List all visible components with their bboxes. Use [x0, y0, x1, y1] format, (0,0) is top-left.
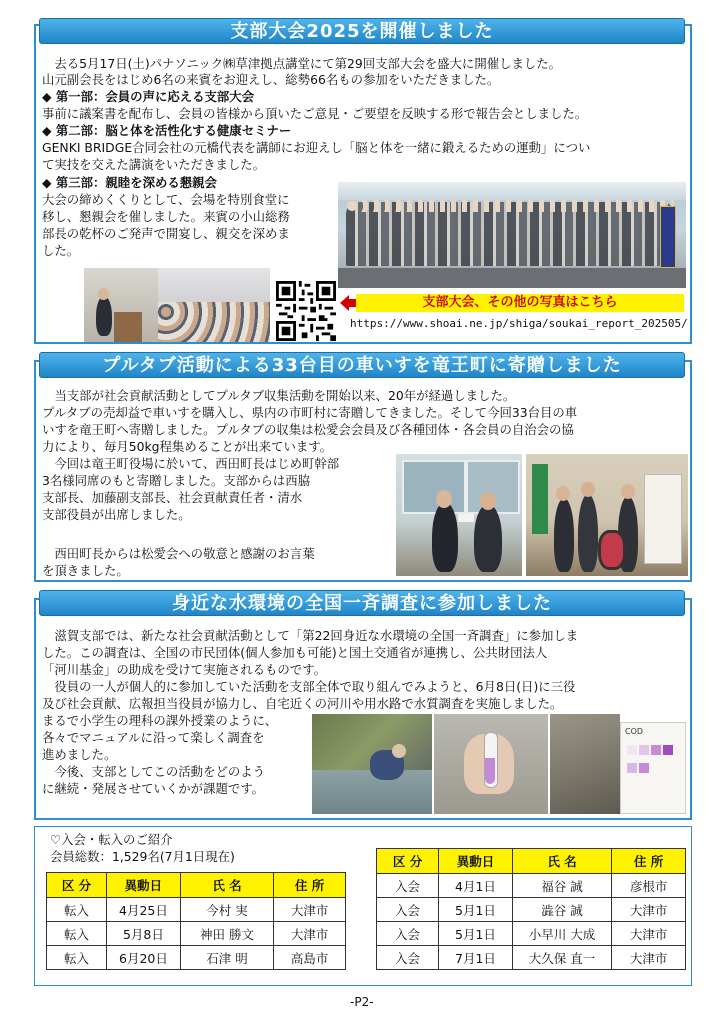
section-3-side-1: まるで小学生の理科の課外授業のように、 — [42, 713, 278, 728]
table-row — [377, 922, 686, 946]
cell: 5月1日 — [439, 922, 513, 946]
col-name: 氏 名 — [180, 873, 273, 898]
new-member-table — [376, 848, 686, 970]
cell: 転入 — [47, 898, 107, 922]
col-kubun: 区 分 — [377, 849, 439, 874]
cell: 6月20日 — [107, 946, 181, 970]
speaker-photo — [84, 268, 158, 342]
cod-chart-photo — [620, 722, 686, 814]
section-3-title: 身近な水環境の全国一斉調査に参加しました — [39, 590, 685, 616]
col-address: 住 所 — [612, 849, 686, 874]
seminar-photo — [158, 268, 270, 342]
section-1-line-2: 山元副会長をはじめ6名の来賓をお迎えし、総勢66名もの参加をいただきました。 — [42, 72, 500, 87]
cell: 転入 — [47, 922, 107, 946]
section-3-line-2: した。この調査は、全国の市民団体(個人参加も可能)と国土交通省が連携し、公共財団法人 — [42, 645, 548, 660]
section-2-line-3: いすを竜王町へ寄贈しました。プルタブの収集は松愛会会員及び各種団体・各会員の自治会の協 — [42, 422, 574, 437]
table-row — [377, 874, 686, 898]
page-number: -P2- — [350, 995, 374, 1009]
section-2-side-3: 支部長、加藤副支部長、社会貢献責任者・清水 — [42, 490, 303, 505]
cod-label: COD — [625, 727, 644, 736]
table-row — [47, 898, 346, 922]
part3-line-2: 移し、懇親会を催しました。来賓の小山総務 — [42, 209, 290, 224]
cell: 大津市 — [612, 946, 686, 970]
part2-line-2: て実技を交えた講演をいただきました。 — [42, 157, 266, 172]
cell: 彦根市 — [612, 874, 686, 898]
part2-line-1: GENKI BRIDGE合同会社の元橋代表を講師にお迎えし「脳と体を一緒に鍛えるための運動」につい — [42, 140, 591, 155]
section-1-line-1: 去る5月17日(土)パナソニック㈱草津拠点講堂にて第29回支部大会を盛大に開催しました。 — [42, 56, 562, 71]
group-photo — [338, 182, 686, 288]
cell: 大津市 — [612, 898, 686, 922]
section-2-side-2: 3名様同席のもと寄贈しました。支部からは西脇 — [42, 473, 311, 488]
qr-code-icon[interactable] — [276, 281, 336, 341]
col-name: 氏 名 — [512, 849, 611, 874]
transfer-table — [46, 872, 346, 970]
table-row — [47, 946, 346, 970]
cell: 7月1日 — [439, 946, 513, 970]
river-sampling-photo — [312, 714, 432, 814]
water-channel-photo — [550, 714, 620, 814]
cell: 大津市 — [274, 898, 346, 922]
section-2-line-4: 力により、毎月50kg程集めることが出来ています。 — [42, 439, 333, 454]
table-row — [47, 922, 346, 946]
cell: 入会 — [377, 922, 439, 946]
cell: 転入 — [47, 946, 107, 970]
section-2-side-7: を頂きました。 — [42, 563, 129, 578]
photo-link-label: 支部大会、その他の写真はこちら — [356, 294, 684, 312]
part3-line-1: 大会の締めくくりとして、会場を特別食堂に — [42, 192, 290, 207]
part3-line-3: 部長の乾杯のご発声で開宴し、親交を深めま — [42, 226, 290, 241]
cell: 小早川 大成 — [512, 922, 611, 946]
cell: 大津市 — [612, 922, 686, 946]
section-2-side-1: 今回は竜王町役場に於いて、西田町長はじめ町幹部 — [42, 456, 340, 471]
report-url[interactable]: https://www.shoai.ne.jp/shiga/soukai_report_202505/ — [350, 317, 688, 330]
col-date: 異動日 — [107, 873, 181, 898]
cell: 4月1日 — [439, 874, 513, 898]
table-header-row — [47, 873, 346, 898]
handover-photo — [396, 454, 522, 576]
col-kubun: 区 分 — [47, 873, 107, 898]
section-2-title: プルタブ活動による33台目の車いすを竜王町に寄贈しました — [39, 352, 685, 378]
col-address: 住 所 — [274, 873, 346, 898]
wheelchair-group-photo — [526, 454, 688, 576]
section-3-line-3: 「河川基金」の助成を受けて実施されるものです。 — [42, 662, 326, 677]
section-2-line-1: 当支部が社会貢献活動としてプルタブ収集活動を開始以来、20年が経過しました。 — [42, 388, 516, 403]
members-heading: ♡入会・転入のご紹介 — [50, 832, 173, 847]
cell: 入会 — [377, 898, 439, 922]
cell: 澁谷 誠 — [512, 898, 611, 922]
section-3-line-4: 役員の一人が個人的に参加していた活動を支部全体で取り組んでみようと、6月8日(日)に三役 — [42, 679, 576, 694]
cell: 福谷 誠 — [512, 874, 611, 898]
cell: 入会 — [377, 946, 439, 970]
cell: 大津市 — [274, 922, 346, 946]
cell: 入会 — [377, 874, 439, 898]
test-tube-photo — [434, 714, 548, 814]
section-3-line-1: 滋賀支部では、新たな社会貢献活動として「第22回身近な水環境の全国一斉調査」に参加しま — [42, 628, 579, 643]
cell: 今村 実 — [180, 898, 273, 922]
table-row — [377, 898, 686, 922]
part1-heading: ◆ 第一部：会員の声に応える支部大会 — [42, 89, 255, 104]
section-2-side-6: 西田町長からは松愛会への敬意と感謝のお言葉 — [42, 546, 315, 561]
table-row — [377, 946, 686, 970]
section-3-side-3: 進めました。 — [42, 747, 117, 762]
part1-text: 事前に議案書を配布し、会員の皆様から頂いたご意見・ご要望を反映する形で報告会としました。 — [42, 106, 588, 121]
table-header-row — [377, 849, 686, 874]
cell: 5月1日 — [439, 898, 513, 922]
col-date: 異動日 — [439, 849, 513, 874]
section-3-side-4: 今後、支部としてこの活動をどのよう — [42, 764, 266, 779]
section-3-side-5: に継続・発展させていくかが課題です。 — [42, 781, 265, 796]
members-total: 会員総数：1,529名(7月1日現在) — [50, 849, 235, 864]
section-3-line-5: 及び社会貢献、広報担当役員が協力し、自宅近くの河川や用水路で水質調査を実施しました。 — [42, 696, 563, 711]
cell: 大久保 直一 — [512, 946, 611, 970]
cell: 5月8日 — [107, 922, 181, 946]
section-2-line-2: プルタブの売却益で車いすを購入し、県内の市町村に寄贈してきました。そして今回33台目の車 — [42, 405, 578, 420]
section-3-side-2: 各々でマニュアルに沿って楽しく調査を — [42, 730, 265, 745]
part3-line-4: した。 — [42, 243, 80, 258]
part3-heading: ◆ 第三部：親睦を深める懇親会 — [42, 175, 217, 190]
photo-link[interactable] — [340, 294, 688, 312]
cell: 4月25日 — [107, 898, 181, 922]
section-1-title: 支部大会2025を開催しました — [39, 18, 685, 44]
part2-heading: ◆ 第二部：脳と体を活性化する健康セミナー — [42, 123, 292, 138]
cell: 高島市 — [274, 946, 346, 970]
cell: 神田 勝文 — [180, 922, 273, 946]
section-2-side-4: 支部役員が出席しました。 — [42, 507, 191, 522]
cell: 石津 明 — [180, 946, 273, 970]
